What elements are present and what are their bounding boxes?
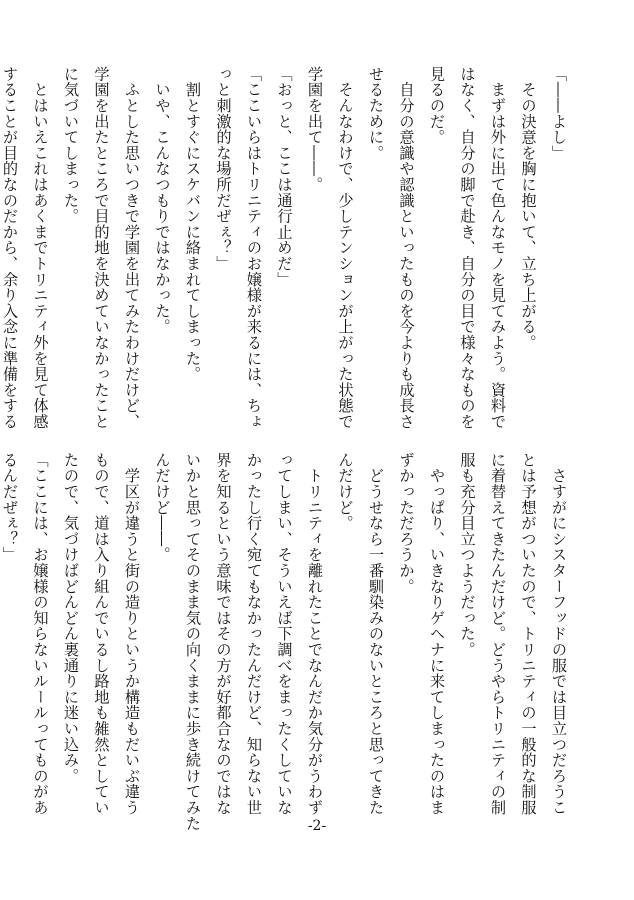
text-line: その決意を胸に抱いて、立ち上がる。 [519, 66, 538, 351]
top-text-block [1, 66, 574, 430]
text-line: るんだぜぇ？」 [1, 452, 19, 563]
text-line: 学園を出て――。 [306, 66, 324, 193]
text-line: ずかっただろうか。 [397, 452, 416, 595]
text-line: っと刺激的な場所だぜぇ？」 [214, 66, 233, 272]
text-line: 学区が違うと街の造りというか構造もだいぶ違う [123, 452, 141, 816]
text-line: することが目的なのだから、余り入念に準備をする [1, 66, 19, 430]
page-number: -2- [307, 818, 327, 834]
bottom-text-block [1, 452, 574, 832]
text-line: んだけど――。 [153, 452, 172, 563]
text-line: 見るのだ。 [428, 66, 446, 145]
text-line: いかと思ってそのまま気の向くままに歩き続けてみた [184, 452, 202, 832]
text-line: んだけど。 [336, 452, 355, 531]
text-line: どうせなら一番馴染みのないところと思ってきた [367, 452, 385, 816]
text-line: かったし行く宛てもなかったんだけど、知らない世 [245, 452, 263, 816]
text-line: トリニティを離れたことでなんだか気分がうわず [306, 452, 324, 816]
text-line: たので、気づけばどんどん裏通りに迷い込み。 [62, 452, 80, 784]
text-line: 「ここには、お嬢様の知らないルールってものがあ [31, 452, 50, 816]
text-line: 「ここいらはトリニティのお嬢様が来るには、ちょ [245, 66, 263, 430]
text-line: せるために。 [367, 66, 385, 161]
text-line: まずは外に出て色んなモノを見てみよう。資料で [489, 66, 507, 430]
text-line: やっぱり、いきなりゲヘナに来てしまったのはま [428, 452, 446, 816]
text-line: 学園を出たところで目的地を決めていなかったこと [92, 66, 111, 430]
text-line: そんなわけで、少しテンションが上がった状態で [336, 66, 355, 430]
text-line: に気づいてしまった。 [62, 66, 80, 224]
text-line: ふとした思いつきで学園を出てみたわけだけど、 [123, 66, 141, 430]
text-line: はなく、自分の脚で赴き、自分の目で様々なものを [458, 66, 477, 430]
text-line: とはいえこれはあくまでトリニティ外を見て体感 [31, 66, 50, 430]
text-line: さすがにシスターフッドの服では目立つだろうこ [550, 452, 568, 816]
text-line: もので、道は入り組んでいるし路地も雑然としてい [92, 452, 111, 816]
text-line: ってしまい、そういえば下調べをまったくしていな [275, 452, 294, 816]
text-line: 自分の意識や認識といったものを今よりも成長さ [397, 66, 416, 430]
text-line: とは予想がついたので、トリニティの一般的な制服 [519, 452, 538, 816]
text-line: 服も充分目立つようだった。 [458, 452, 477, 658]
text-line: 「――よし」 [550, 66, 568, 161]
text-line: 割とすぐにスケバンに絡まれてしまった。 [184, 66, 202, 382]
text-line: いや、こんなつもりではなかった。 [153, 66, 172, 335]
text-line: に着替えてきたんだけど。どうやらトリニティの制 [489, 452, 507, 816]
text-line: 「おっと、ここは通行止めだ」 [275, 66, 294, 288]
text-line: 界を知るという意味ではその方が好都合なのではな [214, 452, 233, 816]
